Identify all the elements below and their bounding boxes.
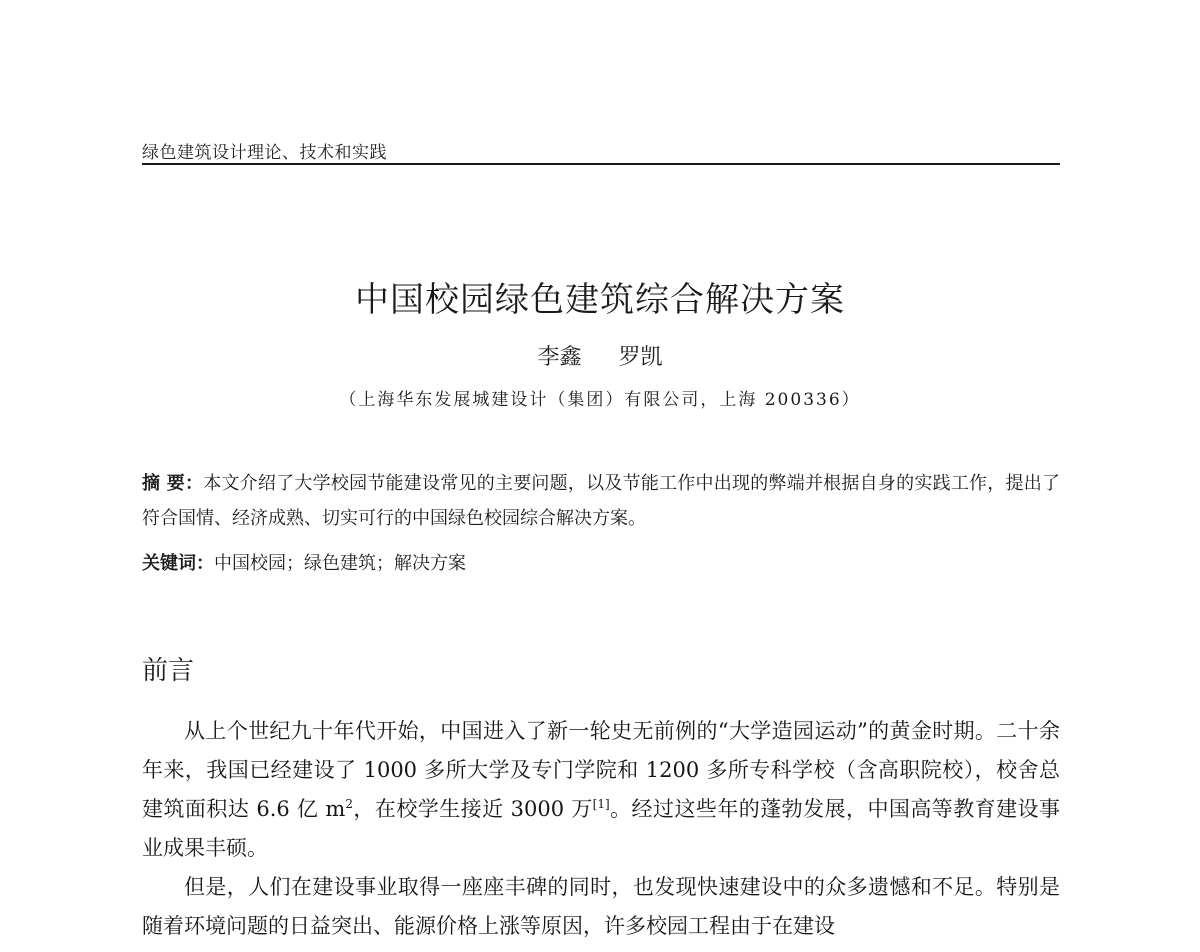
abstract-text: 本文介绍了大学校园节能建设常见的主要问题，以及节能工作中出现的弊端并根据自身的实践工作，提出了符合国情、经济成熟、切实可行的中国绿色校园综合解决方案。 xyxy=(142,473,1060,529)
running-header: 绿色建筑设计理论、技术和实践 xyxy=(142,143,387,163)
abstract xyxy=(142,466,1060,536)
paper-affiliation: （上海华东发展城建设计（集团）有限公司，上海 200336） xyxy=(339,390,861,410)
paragraph-1-part-c: 。经过这些年的蓬勃发展，中国高等教育建设事业成果丰硕。 xyxy=(142,797,1061,860)
paper-authors: 李鑫 罗凯 xyxy=(537,345,663,370)
paragraph-1 xyxy=(142,712,1060,868)
keywords xyxy=(142,546,1060,581)
paragraph-1-part-a: 从上个世纪九十年代开始，中国进入了新一轮史无前例的“大学造园运动”的黄金时期。二十余年来，我国已经建设了 1000 多所大学及专门学院和 1200 多所专科学校（含高职院校），校舍总建筑面积达 6.6 亿 m xyxy=(142,719,1060,821)
abstract-label: 摘 要： xyxy=(142,473,204,494)
body-text xyxy=(142,712,1060,946)
paragraph-1-part-b: ，在校学生接近 3000 万 xyxy=(352,797,593,821)
area-superscript: 2 xyxy=(345,797,353,811)
section-heading: 前言 xyxy=(142,656,195,686)
citation-reference: [1] xyxy=(592,797,610,811)
keywords-text: 中国校园；绿色建筑；解决方案 xyxy=(214,553,466,574)
header-rule xyxy=(142,163,1060,165)
keywords-label: 关键词： xyxy=(142,553,214,574)
paragraph-2: 但是，人们在建设事业取得一座座丰碑的同时，也发现快速建设中的众多遗憾和不足。特别是随着环境问题的日益突出、能源价格上涨等原因，许多校园工程由于在建设 xyxy=(142,875,1060,938)
paper-title: 中国校园绿色建筑综合解决方案 xyxy=(355,280,845,320)
